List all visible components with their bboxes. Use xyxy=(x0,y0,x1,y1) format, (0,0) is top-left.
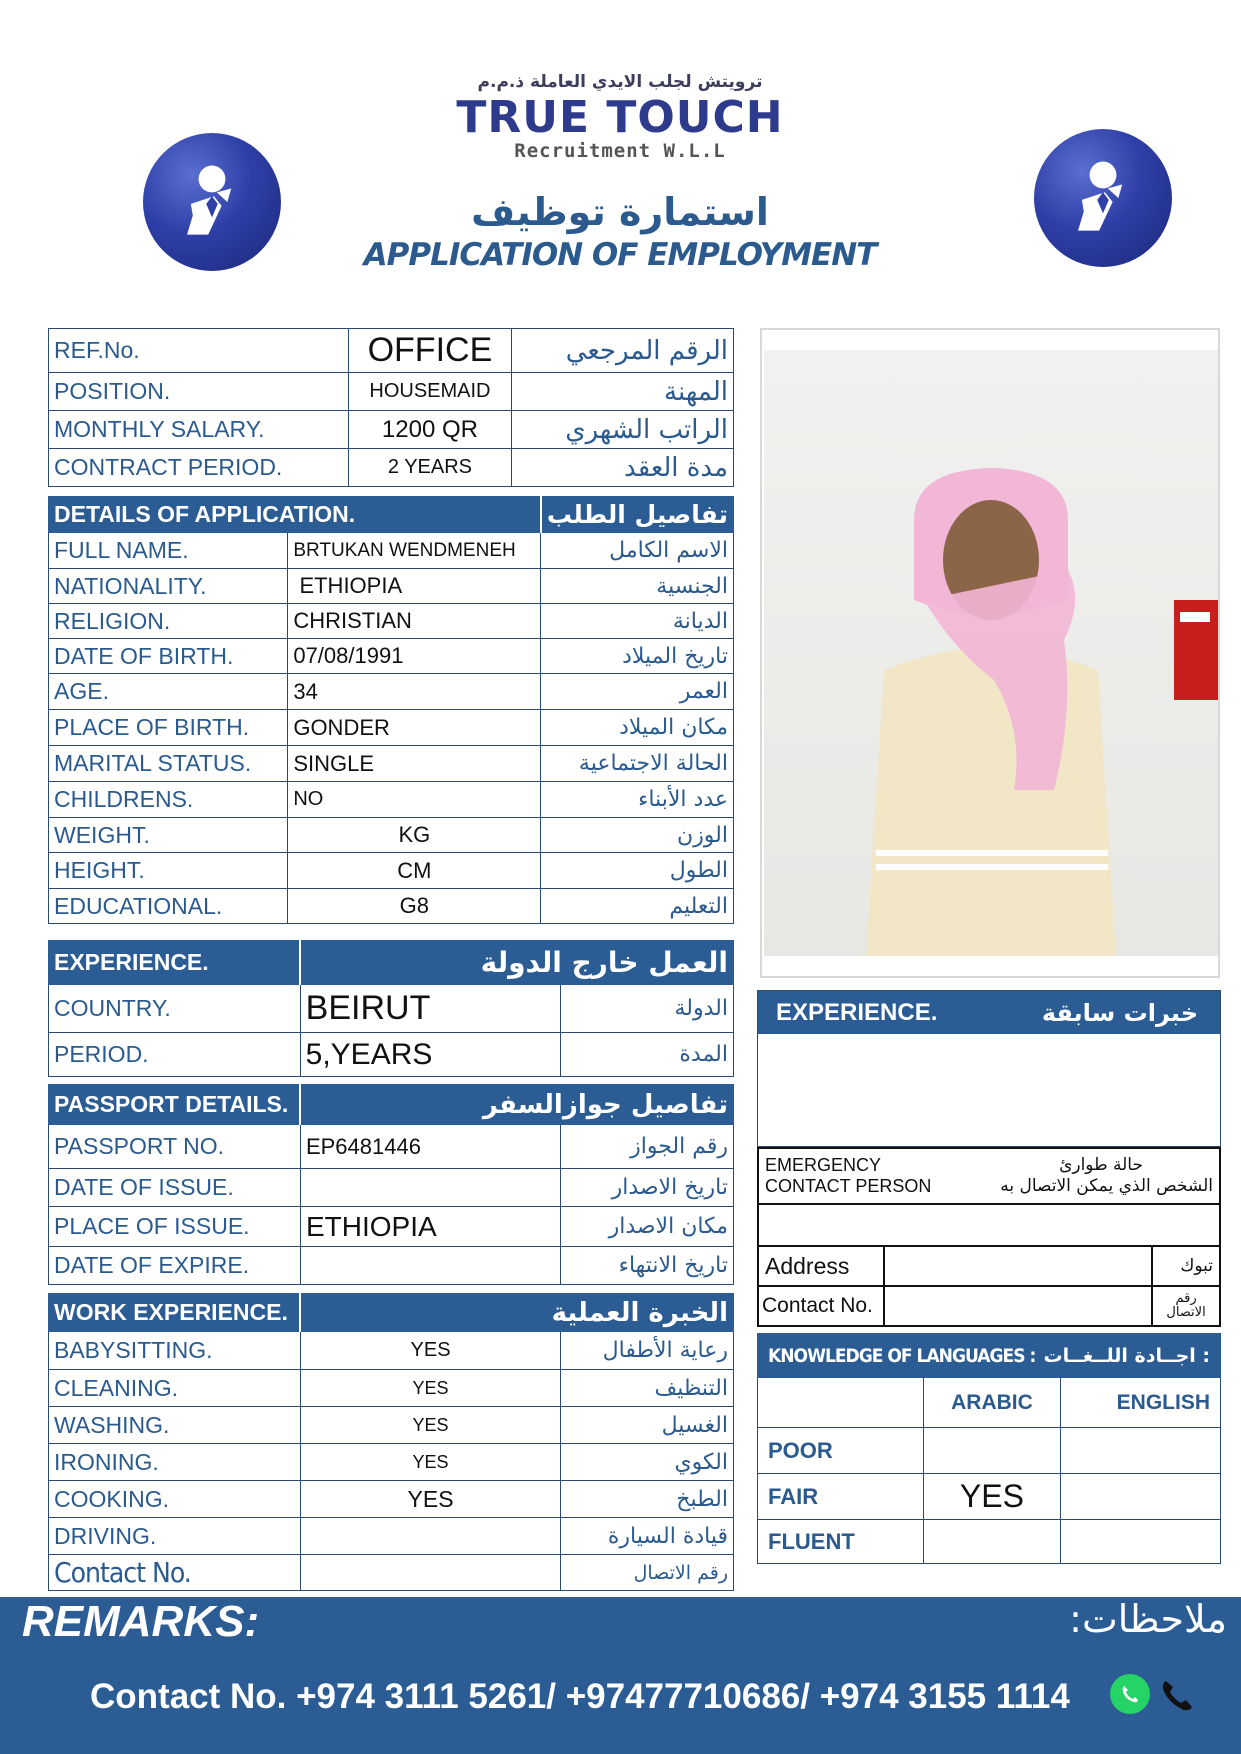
field-value xyxy=(300,1247,560,1285)
remarks-label-arabic: ملاحظات: xyxy=(1069,1597,1227,1641)
field-label: COUNTRY. xyxy=(49,985,301,1033)
emergency-header-cell xyxy=(758,1148,1220,1204)
section-title-arabic: خبرات سابقة xyxy=(1041,998,1198,1027)
experience-abroad-table xyxy=(48,940,734,1077)
detail-row xyxy=(49,604,734,639)
summary-row xyxy=(49,411,734,449)
company-brand xyxy=(420,72,820,162)
contact-person-label: CONTACT PERSON xyxy=(765,1176,932,1196)
field-label-arabic: الراتب الشهري xyxy=(512,411,734,449)
field-label-arabic: مكان الميلاد xyxy=(541,710,734,746)
section-title-arabic: تفاصيل الطلب xyxy=(541,497,734,533)
field-value: 1200 QR xyxy=(348,411,512,449)
field-label: PASSPORT NO. xyxy=(49,1125,301,1169)
english-column-header: ENGLISH xyxy=(1061,1378,1221,1428)
field-value: BEIRUT xyxy=(300,985,561,1033)
languages-header-cell xyxy=(758,1334,1221,1378)
detail-row xyxy=(49,533,734,569)
field-label-arabic: المهنة xyxy=(512,373,734,411)
summary-row xyxy=(49,329,734,373)
work-experience-table xyxy=(48,1293,734,1591)
detail-row xyxy=(49,818,734,853)
field-label-arabic: الطول xyxy=(541,853,734,889)
emergency-name-field[interactable] xyxy=(758,1204,1220,1246)
field-label-arabic: رعاية الأطفال xyxy=(561,1332,734,1370)
arabic-level-value xyxy=(923,1520,1061,1564)
field-value: KG xyxy=(288,818,541,853)
emergency-contact-table xyxy=(757,1147,1221,1327)
section-header xyxy=(49,1085,734,1125)
skill-row xyxy=(49,1370,734,1407)
field-value: EP6481446 xyxy=(300,1125,560,1169)
skill-row xyxy=(49,1481,734,1518)
field-label: MONTHLY SALARY. xyxy=(49,411,349,449)
field-label-arabic: مدة العقد xyxy=(512,449,734,487)
passport-table xyxy=(48,1084,734,1285)
address-label: Address xyxy=(758,1246,884,1286)
section-header xyxy=(758,991,1220,1034)
section-header xyxy=(49,941,734,985)
contact-label-arabic: رقم الاتصال xyxy=(1152,1286,1220,1326)
field-value: ETHIOPIA xyxy=(300,1207,560,1247)
field-value: NO xyxy=(288,782,541,818)
arabic-column-header: ARABIC xyxy=(923,1378,1061,1428)
field-label: RELIGION. xyxy=(49,604,288,639)
section-title: EXPERIENCE. xyxy=(49,941,301,985)
company-name: TRUE TOUCH xyxy=(456,92,784,143)
field-value: YES xyxy=(300,1370,560,1407)
emergency-label: EMERGENCY xyxy=(765,1155,882,1175)
company-subtitle: Recruitment W.L.L xyxy=(514,140,726,162)
field-label-arabic: المدة xyxy=(561,1033,734,1077)
field-label: PLACE OF BIRTH. xyxy=(49,710,288,746)
languages-table xyxy=(757,1333,1221,1564)
passport-row xyxy=(49,1125,734,1169)
field-value: YES xyxy=(300,1481,560,1518)
field-label-arabic: تاريخ الميلاد xyxy=(541,639,734,674)
section-header xyxy=(758,1334,1221,1378)
emergency-label-arabic: حالة طوارئ xyxy=(1059,1155,1143,1175)
languages-header xyxy=(768,1345,1210,1367)
previous-experience-box xyxy=(757,990,1221,1147)
applicant-photo-frame xyxy=(760,328,1220,978)
phone-icon xyxy=(1158,1677,1196,1715)
field-label: CONTRACT PERIOD. xyxy=(49,449,349,487)
field-label: DATE OF BIRTH. xyxy=(49,639,288,674)
field-label-arabic: عدد الأبناء xyxy=(541,782,734,818)
language-level-row xyxy=(758,1428,1221,1474)
field-label: DRIVING. xyxy=(49,1518,301,1555)
field-label-arabic: الحالة الاجتماعية xyxy=(541,746,734,782)
language-level-row xyxy=(758,1520,1221,1564)
english-level-value xyxy=(1061,1428,1221,1474)
form-title-arabic: استمارة توظيف xyxy=(471,190,769,234)
emergency-header-line2 xyxy=(765,1176,1213,1197)
language-level-row xyxy=(758,1474,1221,1520)
field-label: CHILDRENS. xyxy=(49,782,288,818)
field-label: EDUCATIONAL. xyxy=(49,889,288,924)
detail-row xyxy=(49,889,734,924)
applicant-photo xyxy=(764,350,1218,956)
section-title: DETAILS OF APPLICATION. xyxy=(49,497,541,533)
field-label-arabic: الطبخ xyxy=(561,1481,734,1518)
field-value: YES xyxy=(300,1444,560,1481)
section-title: WORK EXPERIENCE. xyxy=(49,1294,301,1332)
field-label-arabic: الجنسية xyxy=(541,569,734,604)
field-label-arabic: رقم الاتصال xyxy=(561,1555,734,1591)
details-table xyxy=(48,496,734,924)
remarks-label: REMARKS: xyxy=(22,1597,260,1646)
contact-row xyxy=(758,1286,1220,1326)
skill-row xyxy=(49,1444,734,1481)
field-label-arabic: الكوي xyxy=(561,1444,734,1481)
section-title: KNOWLEDGE OF LANGUAGES : xyxy=(768,1344,1036,1367)
field-label: WASHING. xyxy=(49,1407,301,1444)
experience-row xyxy=(49,985,734,1033)
field-label: PLACE OF ISSUE. xyxy=(49,1207,301,1247)
field-label: HEIGHT. xyxy=(49,853,288,889)
field-label: DATE OF EXPIRE. xyxy=(49,1247,301,1285)
passport-row xyxy=(49,1207,734,1247)
summary-row xyxy=(49,373,734,411)
field-value: HOUSEMAID xyxy=(348,373,512,411)
emergency-name-row xyxy=(758,1204,1220,1246)
field-label: POSITION. xyxy=(49,373,349,411)
field-label-arabic: تاريخ الانتهاء xyxy=(561,1247,734,1285)
field-label: BABYSITTING. xyxy=(49,1332,301,1370)
company-logo-right-icon xyxy=(1034,129,1172,267)
contact-label: Contact No. xyxy=(758,1286,884,1326)
field-label-arabic: الوزن xyxy=(541,818,734,853)
english-level-value xyxy=(1061,1520,1221,1564)
summary-row xyxy=(49,449,734,487)
field-label-arabic: الغسيل xyxy=(561,1407,734,1444)
whatsapp-icon xyxy=(1110,1674,1150,1714)
level-label: FAIR xyxy=(758,1474,924,1520)
emergency-header-row xyxy=(758,1148,1220,1204)
level-label: FLUENT xyxy=(758,1520,924,1564)
arabic-level-value: YES xyxy=(923,1474,1061,1520)
field-label: REF.No. xyxy=(49,329,349,373)
field-value: SINGLE xyxy=(288,746,541,782)
detail-row xyxy=(49,782,734,818)
passport-row xyxy=(49,1247,734,1285)
field-label-arabic: العمر xyxy=(541,674,734,710)
field-value: CHRISTIAN xyxy=(288,604,541,639)
section-title-arabic: العمل خارج الدولة xyxy=(300,941,733,985)
field-value: 34 xyxy=(288,674,541,710)
field-value: 2 YEARS xyxy=(348,449,512,487)
remarks-footer xyxy=(0,1597,1241,1754)
field-label: CLEANING. xyxy=(49,1370,301,1407)
address-row xyxy=(758,1246,1220,1286)
field-label-arabic: تاريخ الاصدار xyxy=(561,1169,734,1207)
field-value: YES xyxy=(300,1407,560,1444)
field-value: YES xyxy=(300,1332,560,1370)
contact-field[interactable] xyxy=(884,1286,1152,1326)
field-value: GONDER xyxy=(288,710,541,746)
section-title-arabic: الخبرة العملية xyxy=(300,1294,733,1332)
field-value xyxy=(300,1169,560,1207)
field-label-arabic: رقم الجواز xyxy=(561,1125,734,1169)
contact-person-label-arabic: الشخص الذي يمكن الاتصال به xyxy=(1000,1176,1213,1196)
address-field[interactable] xyxy=(884,1246,1152,1286)
field-label: NATIONALITY. xyxy=(49,569,288,604)
detail-row xyxy=(49,710,734,746)
arabic-level-value xyxy=(923,1428,1061,1474)
field-label: MARITAL STATUS. xyxy=(49,746,288,782)
field-label: Contact No. xyxy=(49,1555,301,1591)
field-value: BRTUKAN WENDMENEH xyxy=(288,533,541,569)
field-label: FULL NAME. xyxy=(49,533,288,569)
field-label: DATE OF ISSUE. xyxy=(49,1169,301,1207)
section-title: EXPERIENCE. xyxy=(776,998,938,1026)
detail-row xyxy=(49,853,734,889)
field-value xyxy=(300,1555,560,1591)
field-label-arabic: التنظيف xyxy=(561,1370,734,1407)
field-value: OFFICE xyxy=(348,329,512,373)
field-label: WEIGHT. xyxy=(49,818,288,853)
experience-row xyxy=(49,1033,734,1077)
field-label-arabic: الديانة xyxy=(541,604,734,639)
emergency-header-line1 xyxy=(765,1155,1213,1176)
field-label: PERIOD. xyxy=(49,1033,301,1077)
languages-column-row xyxy=(758,1378,1221,1428)
address-label-arabic: تبوك xyxy=(1152,1246,1220,1286)
company-logo-left-icon xyxy=(143,133,281,271)
field-value: 5,YEARS xyxy=(300,1033,561,1077)
skill-row xyxy=(49,1518,734,1555)
field-value: ETHIOPIA xyxy=(288,569,541,604)
field-label-arabic: مكان الاصدار xyxy=(561,1207,734,1247)
summary-table xyxy=(48,328,734,487)
passport-row xyxy=(49,1169,734,1207)
field-label: COOKING. xyxy=(49,1481,301,1518)
skill-row xyxy=(49,1555,734,1591)
field-value xyxy=(300,1518,560,1555)
english-level-value xyxy=(1061,1474,1221,1520)
field-label-arabic: الاسم الكامل xyxy=(541,533,734,569)
detail-row xyxy=(49,639,734,674)
field-value: G8 xyxy=(288,889,541,924)
contact-numbers: Contact No. +974 3111 5261/ +97477710686/ +974 3155 1114 xyxy=(90,1677,1070,1716)
section-header xyxy=(49,497,734,533)
field-value: 07/08/1991 xyxy=(288,639,541,674)
field-value: CM xyxy=(288,853,541,889)
field-label-arabic: قيادة السيارة xyxy=(561,1518,734,1555)
level-label: POOR xyxy=(758,1428,924,1474)
field-label: AGE. xyxy=(49,674,288,710)
form-title: APPLICATION OF EMPLOYMENT xyxy=(363,237,877,273)
detail-row xyxy=(49,746,734,782)
detail-row xyxy=(49,674,734,710)
field-label-arabic: التعليم xyxy=(541,889,734,924)
field-label-arabic: الرقم المرجعي xyxy=(512,329,734,373)
field-label-arabic: الدولة xyxy=(561,985,734,1033)
empty-cell xyxy=(758,1378,924,1428)
section-header xyxy=(49,1294,734,1332)
section-title-arabic: : اجــادة اللــغــات xyxy=(1043,1344,1210,1367)
skill-row xyxy=(49,1407,734,1444)
detail-row xyxy=(49,569,734,604)
field-label: IRONING. xyxy=(49,1444,301,1481)
section-title-arabic: تفاصيل جوازالسفر xyxy=(300,1085,733,1125)
company-name-arabic: ترويتش لجلب الايدي العاملة ذ.م.م xyxy=(477,72,763,92)
section-title: PASSPORT DETAILS. xyxy=(49,1085,301,1125)
skill-row xyxy=(49,1332,734,1370)
